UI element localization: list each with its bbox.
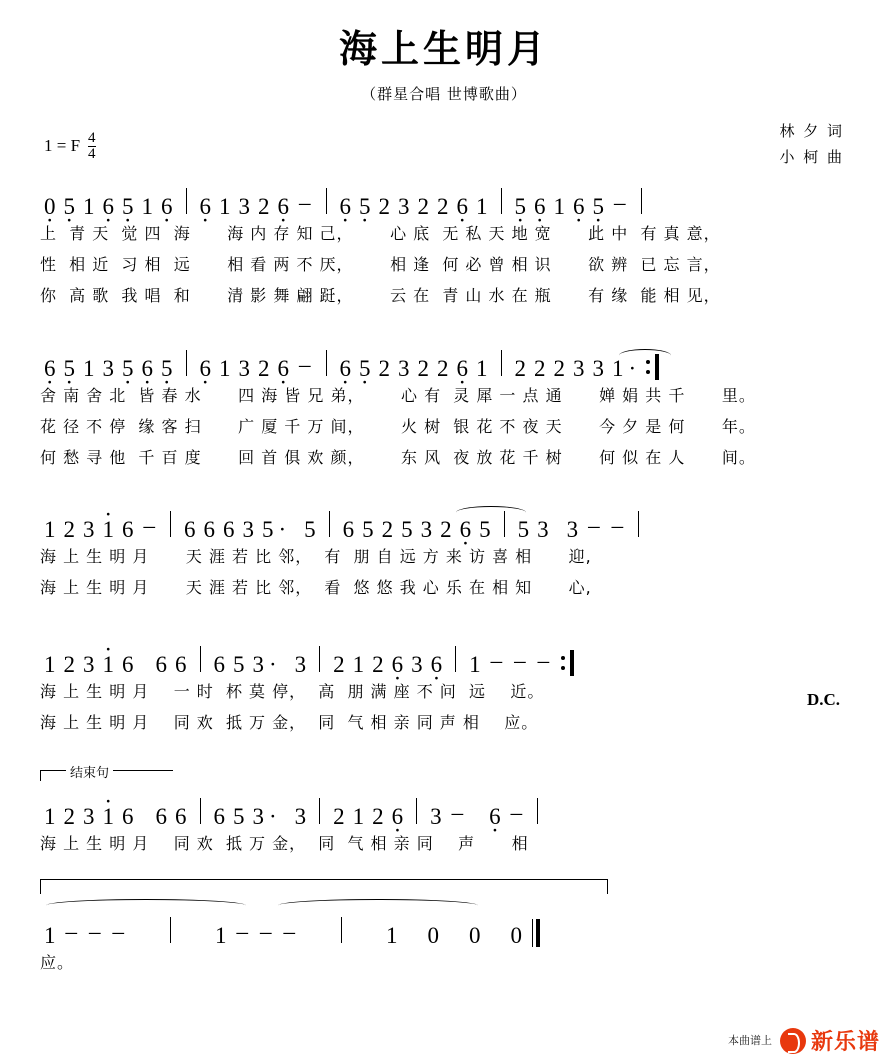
barline — [537, 798, 538, 824]
barline — [319, 646, 320, 672]
note: 6 — [155, 651, 167, 677]
measure — [210, 805, 311, 828]
barline — [326, 350, 327, 376]
measure — [40, 805, 191, 828]
dotted-note-dot: · — [269, 651, 277, 677]
note-extend: – — [490, 647, 503, 673]
dc-marking: D.C. — [806, 689, 840, 709]
lyric-line: 花 径 不 停 缘 客 扫 广 厦 千 万 间， 火 树 银 花 不 夜 天 今 夕 是 何 年。 — [40, 416, 756, 436]
note: 1 — [83, 355, 95, 381]
barline — [501, 188, 502, 214]
note: 3 — [238, 355, 250, 381]
note: 5 · — [157, 357, 177, 380]
note: 1 — [352, 803, 365, 829]
brand-name: 新乐谱 — [810, 1030, 880, 1055]
measure — [211, 919, 301, 949]
lyric-line: 海 上 生 明 月 一 时 杯 莫 停， 高 朋 满 座 不 问 远 近。 — [40, 681, 545, 701]
notation-line — [40, 172, 848, 218]
barline — [326, 188, 327, 214]
dotted-note-dot: · — [269, 803, 277, 829]
note: · 1 — [99, 518, 119, 541]
slur — [278, 899, 478, 912]
dotted-note-dot: · — [628, 355, 637, 381]
note: 6 — [213, 803, 225, 829]
final-barline — [532, 919, 540, 947]
note-extend: – — [510, 799, 523, 825]
notation-line — [40, 334, 848, 380]
lyric-line: 性 相 近 习 相 远 相 看 两 不 厌， 相 逢 何 必 曾 相 识 欲 辨 已 忘 言， — [40, 255, 721, 275]
barline — [170, 917, 171, 943]
barline — [329, 511, 330, 537]
note: 0 — [427, 923, 439, 949]
note-extend: – — [299, 190, 311, 215]
note: 3 — [430, 803, 442, 829]
note: 2 — [63, 803, 75, 829]
note: 0 — [510, 923, 522, 949]
note: 3 — [252, 651, 264, 677]
note: · 1 — [99, 805, 119, 828]
note: 6 — [122, 651, 134, 677]
barline — [170, 511, 171, 537]
note: 3 — [411, 651, 423, 677]
barline — [416, 798, 417, 824]
lyric-line: 何 愁 寻 他 千 百 度 回 首 俱 欢 颜， 东 风 夜 放 花 千 树 何 似 在 人 间。 — [40, 447, 756, 467]
note: 1 — [386, 923, 398, 949]
measure — [329, 653, 446, 676]
lyric-line: 上 青 天 觉 四 海 海 内 存 知 己， 心 底 无 私 天 地 宽 此 中 有 真 意， — [40, 224, 721, 243]
note: 3 — [537, 517, 549, 543]
note: 6 · — [456, 518, 476, 541]
note: 5 — [233, 803, 245, 829]
barline — [186, 188, 187, 214]
note: 6 — [175, 803, 187, 829]
measure — [210, 653, 311, 676]
note: 6 · — [530, 195, 550, 218]
credit-composer: 小 柯 曲 — [779, 148, 844, 167]
music-system-1 — [40, 172, 848, 312]
note: 5 · — [355, 357, 375, 380]
note: 1 — [44, 517, 56, 543]
note: 6 · — [196, 357, 216, 380]
lyric-line: 你 高 歌 我 唱 和 清 影 舞 翩 跹， 云 在 青 山 水 在 瓶 有 缘 能 相 见， — [40, 286, 721, 306]
note: 6 · — [388, 653, 408, 676]
lyric-line: 海 上 生 明 月 同 欢 抵 万 金， 同 气 相 亲 同 声 相 — [40, 833, 529, 853]
measure — [339, 518, 495, 541]
note: 6 — [213, 651, 225, 677]
note: 6 — [175, 651, 187, 677]
lyric-line: 应。 — [40, 953, 75, 973]
note: 6 — [122, 517, 134, 543]
note: 6 · — [196, 195, 216, 218]
barline — [341, 917, 342, 943]
music-system-4 — [40, 630, 848, 738]
note: 6 — [223, 517, 235, 543]
note-extend: – — [65, 919, 77, 945]
note: 6 · — [274, 357, 294, 380]
note: 5 — [233, 651, 245, 677]
note: 1 — [83, 194, 95, 219]
measure — [426, 799, 528, 829]
note: 3 — [398, 355, 410, 381]
measure — [196, 351, 317, 381]
note: 6 · — [453, 195, 473, 218]
note: 1 — [44, 923, 56, 949]
note: 1 — [352, 651, 365, 677]
note: 2 — [372, 803, 384, 829]
note: 5 · — [355, 195, 375, 218]
measure — [40, 357, 177, 380]
page-title: 海上生明月 — [338, 27, 549, 71]
note: 6 · — [40, 357, 60, 380]
time-signature — [88, 131, 96, 162]
note-extend: – — [611, 513, 624, 539]
note: 2 — [258, 355, 270, 381]
lyrics-block — [40, 828, 848, 859]
note: 6 · — [274, 195, 294, 218]
music-system-5 — [40, 782, 848, 859]
site-logo[interactable] — [780, 1025, 880, 1056]
note: 3 — [294, 651, 307, 677]
note: 1 — [141, 194, 153, 219]
barline — [638, 511, 639, 537]
note: 5 · — [118, 357, 138, 380]
meta-row — [0, 114, 888, 172]
lyrics-block — [40, 380, 848, 474]
barline — [200, 646, 201, 672]
note: 2 — [553, 355, 565, 381]
note: 3 — [83, 651, 95, 677]
notation-line — [40, 901, 848, 947]
note: 3 — [238, 194, 250, 219]
note: 3 — [573, 355, 585, 381]
measure — [180, 518, 320, 541]
note: 6 · — [138, 357, 158, 380]
music-system-6 — [40, 879, 848, 978]
note: 1 — [44, 803, 56, 829]
lyrics-block — [40, 676, 848, 738]
note: 2 — [417, 355, 429, 381]
measure — [511, 357, 641, 380]
note: 3 — [294, 803, 307, 829]
note: 6 — [155, 803, 167, 829]
note: 6 · — [453, 357, 473, 380]
music-system-3 — [40, 495, 848, 603]
note: 2 — [417, 194, 429, 219]
note: 0 — [469, 923, 481, 949]
note: 1 — [219, 355, 231, 381]
note: 1 — [219, 194, 231, 219]
lyric-line: 海 上 生 明 月 同 欢 抵 万 金， 同 气 相 亲 同 声 相 应。 — [40, 712, 539, 732]
note: 3 — [566, 517, 579, 543]
note: 2 — [63, 651, 75, 677]
credits — [779, 118, 844, 171]
note: 3 — [83, 517, 95, 543]
measure — [40, 919, 130, 949]
lyric-line: 舍 南 舍 北 皆 春 水 四 海 皆 兄 弟， 心 有 灵 犀 一 点 通 婵 娟 共 千 里。 — [40, 385, 756, 405]
note: 3 — [83, 803, 95, 829]
ending-label: 结束句 — [66, 762, 113, 781]
barline — [455, 646, 456, 672]
footer — [728, 1025, 880, 1056]
note: 5 — [401, 517, 413, 543]
measure — [336, 357, 492, 380]
note: 5 — [362, 517, 374, 543]
key-signature-text: 1 = F — [44, 135, 81, 155]
key-signature — [44, 130, 96, 161]
note: 1 — [476, 194, 488, 219]
note: 2 — [437, 355, 449, 381]
note-extend: – — [514, 647, 526, 673]
measure — [196, 190, 317, 219]
logo-mark-icon — [780, 1028, 806, 1054]
lyrics-block — [40, 218, 848, 312]
note-extend: – — [112, 919, 124, 945]
note: 3 — [420, 517, 433, 543]
note: 6 · — [388, 805, 408, 828]
credit-lyricist: 林 夕 词 — [779, 122, 844, 140]
page-subtitle: （群星合唱 世博歌曲） — [361, 85, 527, 103]
measure — [511, 190, 632, 219]
barline — [319, 798, 320, 824]
note: 1 — [469, 651, 481, 677]
note: 5 · — [511, 195, 531, 218]
note: 3 — [398, 194, 410, 219]
notation-line — [40, 495, 848, 541]
barline — [501, 350, 502, 376]
dotted-note-dot: · — [278, 517, 287, 543]
note: 6 · — [485, 805, 505, 828]
note: 3 — [252, 803, 264, 829]
note-extend: – — [89, 919, 101, 945]
note: 5 · — [589, 195, 609, 218]
barline — [641, 188, 642, 214]
note-extend: – — [588, 513, 600, 539]
measure — [40, 195, 177, 218]
note: 2 — [381, 517, 394, 543]
note: 5 · — [60, 357, 80, 380]
note: 6 — [184, 517, 196, 543]
footer-note: 本曲谱上 — [727, 1033, 772, 1047]
note-extend: – — [260, 919, 272, 945]
note: · 1 — [99, 653, 119, 676]
time-signature-numerator: 4 — [88, 130, 96, 146]
barline — [186, 350, 187, 376]
note: 6 · — [157, 195, 177, 218]
note: 2 — [440, 517, 452, 543]
note-extend: – — [451, 799, 464, 825]
note-extend: – — [236, 919, 248, 945]
notation-line — [40, 782, 848, 828]
note: 2 — [514, 355, 526, 381]
note: 2 — [437, 194, 449, 219]
note-extend: – — [537, 647, 550, 673]
note-extend: – — [614, 190, 626, 215]
note: 6 · — [336, 195, 356, 218]
measure — [40, 653, 191, 676]
note: 0 · — [40, 195, 60, 218]
note: 6 · — [569, 195, 589, 218]
note: 6 — [122, 803, 134, 829]
barline — [200, 798, 201, 824]
slur — [46, 899, 246, 912]
note: 2 — [333, 651, 345, 677]
lyrics-block — [40, 947, 848, 978]
note: 6 — [342, 517, 355, 543]
note-extend: – — [283, 919, 295, 945]
note: 2 — [258, 194, 270, 219]
note: 2 — [378, 355, 390, 381]
note: 6 · — [336, 357, 356, 380]
note: 2 — [372, 651, 384, 677]
note: 2 — [378, 194, 390, 219]
note: 2 — [333, 803, 345, 829]
note: 5 — [479, 517, 491, 543]
final-section — [40, 879, 848, 978]
measure — [336, 195, 492, 218]
note: 2 — [63, 517, 75, 543]
note: 1 — [612, 355, 624, 381]
note: 3 — [592, 355, 604, 381]
ending-bracket — [40, 762, 848, 782]
note-extend: – — [143, 513, 155, 539]
note: 6 — [203, 517, 215, 543]
measure — [382, 924, 526, 947]
lyric-line: 海 上 生 明 月 天 涯 若 比 邻， 有 朋 自 远 方 来 访 喜 相 迎, — [40, 547, 592, 567]
measure — [40, 513, 161, 543]
note: 5 — [262, 517, 274, 543]
lyrics-block — [40, 541, 848, 603]
note: 3 — [102, 355, 114, 381]
note-extend: – — [299, 351, 311, 377]
repeat-end-sign — [644, 354, 659, 380]
note: 5 — [517, 517, 530, 543]
note: 1 — [476, 355, 488, 381]
note: 1 — [44, 651, 56, 677]
note: 1 — [215, 923, 227, 949]
note: 5 · — [60, 195, 80, 218]
note: 2 — [534, 355, 546, 381]
measure — [329, 805, 407, 828]
repeat-end-sign — [559, 650, 574, 676]
note: 6 · — [99, 195, 119, 218]
note: 3 — [242, 517, 254, 543]
note: 1 — [553, 194, 565, 219]
measure — [465, 647, 555, 677]
note: 5 · — [118, 195, 138, 218]
note: 6 · — [427, 653, 447, 676]
lyric-line: 海 上 生 明 月 天 涯 若 比 邻， 看 悠 悠 我 心 乐 在 相 知 心, — [40, 578, 592, 598]
measure — [514, 513, 630, 543]
note: 5 — [304, 517, 316, 543]
time-signature-denominator: 4 — [88, 146, 96, 162]
music-system-2 — [40, 334, 848, 474]
